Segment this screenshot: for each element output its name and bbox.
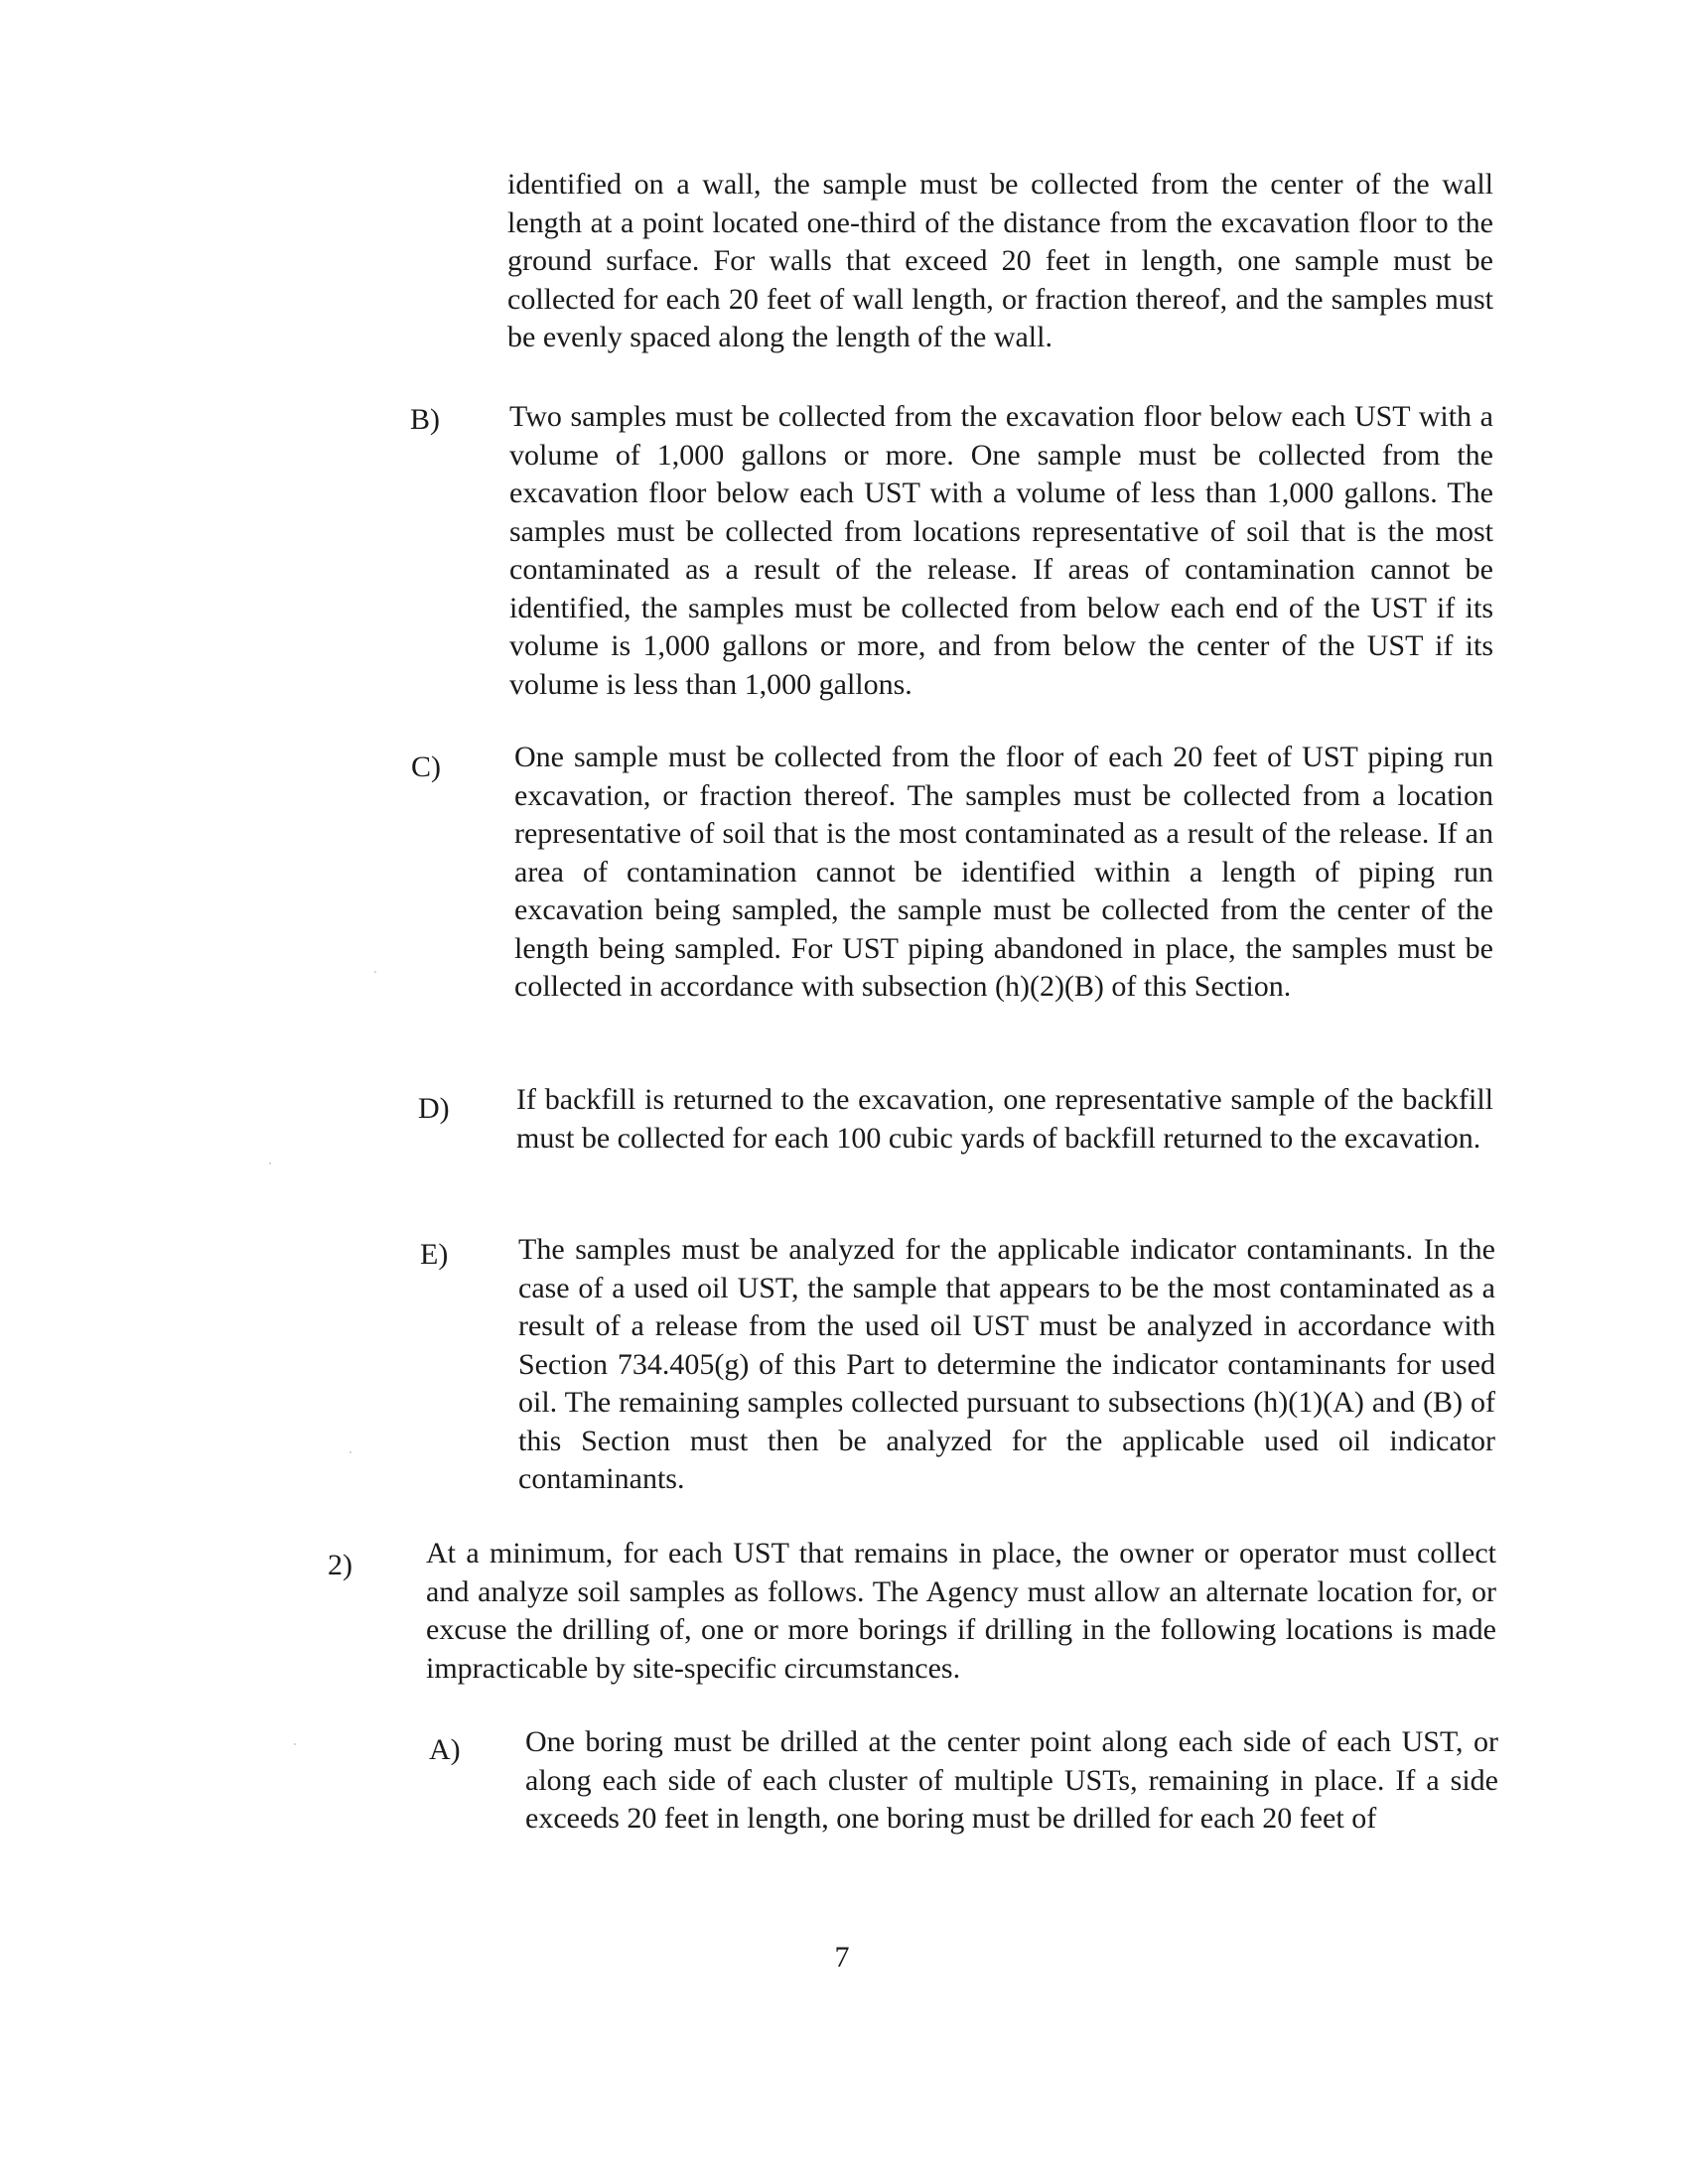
paragraph-c-label: C) [411,751,441,783]
paragraph-2a-label: A) [429,1733,461,1766]
paragraph-c-text: One sample must be collected from the floor of each 20 feet of UST piping run excavation, or fraction thereof. The samples must be collected from a location representative of soil that is the most contaminated as a result of the release. If an area of contamination cannot be identified within a length of piping run excavation being sampled, the sample must be collected from the center of the length being sampled. For UST piping abandoned in place, the samples must be collected in accordance with subsection (h)(2)(B) of this Section. [514,741,1493,1003]
paragraph-d-text: If backfill is returned to the excavation, one representative sample of the backfill must be collected for each 100 cubic yards of backfill returned to the excavation. [516,1083,1493,1155]
paragraph-2-text: At a minimum, for each UST that remains in place, the owner or operator must collect and analyze soil samples as follows. The Agency must allow an alternate location for, or excuse the drilling of, one or more borings if drilling in the following locations is made impracticable by site-specific circumstances. [426,1537,1496,1685]
paragraph-2-label: 2) [328,1549,352,1581]
paragraph-b-text: Two samples must be collected from the excavation floor below each UST with a volume of 1,000 gallons or more. One sample must be collected from the excavation floor below each UST with a volume of less than 1,000 gallons. The samples must be collected from locations representative of soil that is the most contaminated as a result of the release. If areas of contamination cannot be identified, the samples must be collected from below each end of the UST if its volume is 1,000 gallons or more, and from below the center of the UST if its volume is less than 1,000 gallons. [509,400,1493,701]
page-number: 7 [834,1941,850,1974]
paragraph-e-text: The samples must be analyzed for the applicable indicator contaminants. In the case of a used oil UST, the sample that appears to be the most contaminated as a result of a release from the used oil UST must be analyzed in accordance with Section 734.405(g) of this Part to determine the indicator contaminants for used oil. The remaining samples collected pursuant to subsections (h)(1)(A) and (B) of this Section must then be analyzed for the applicable used oil indicator contaminants. [518,1233,1495,1495]
scan-speck [350,1451,351,1453]
scan-speck [269,1162,271,1164]
continuation-paragraph: identified on a wall, the sample must be collected from the center of the wall length at a point located one-third of the distance from the excavation floor to the ground surface. For walls that exceed 20 feet in length, one sample must be collected for each 20 feet of wall length, or fraction thereof, and the samples must be evenly spaced along the length of the wall. [507,168,1493,353]
paragraph-2a-text: One boring must be drilled at the center point along each side of each UST, or along each side of each cluster of multiple USTs, remaining in place. If a side exceeds 20 feet in length, one boring must be drilled for each 20 feet of [525,1725,1498,1835]
scan-speck [374,971,376,973]
paragraph-d-label: D) [418,1092,450,1125]
paragraph-b-label: B) [410,403,440,436]
scan-speck [294,1743,296,1745]
paragraph-e-label: E) [420,1238,449,1271]
